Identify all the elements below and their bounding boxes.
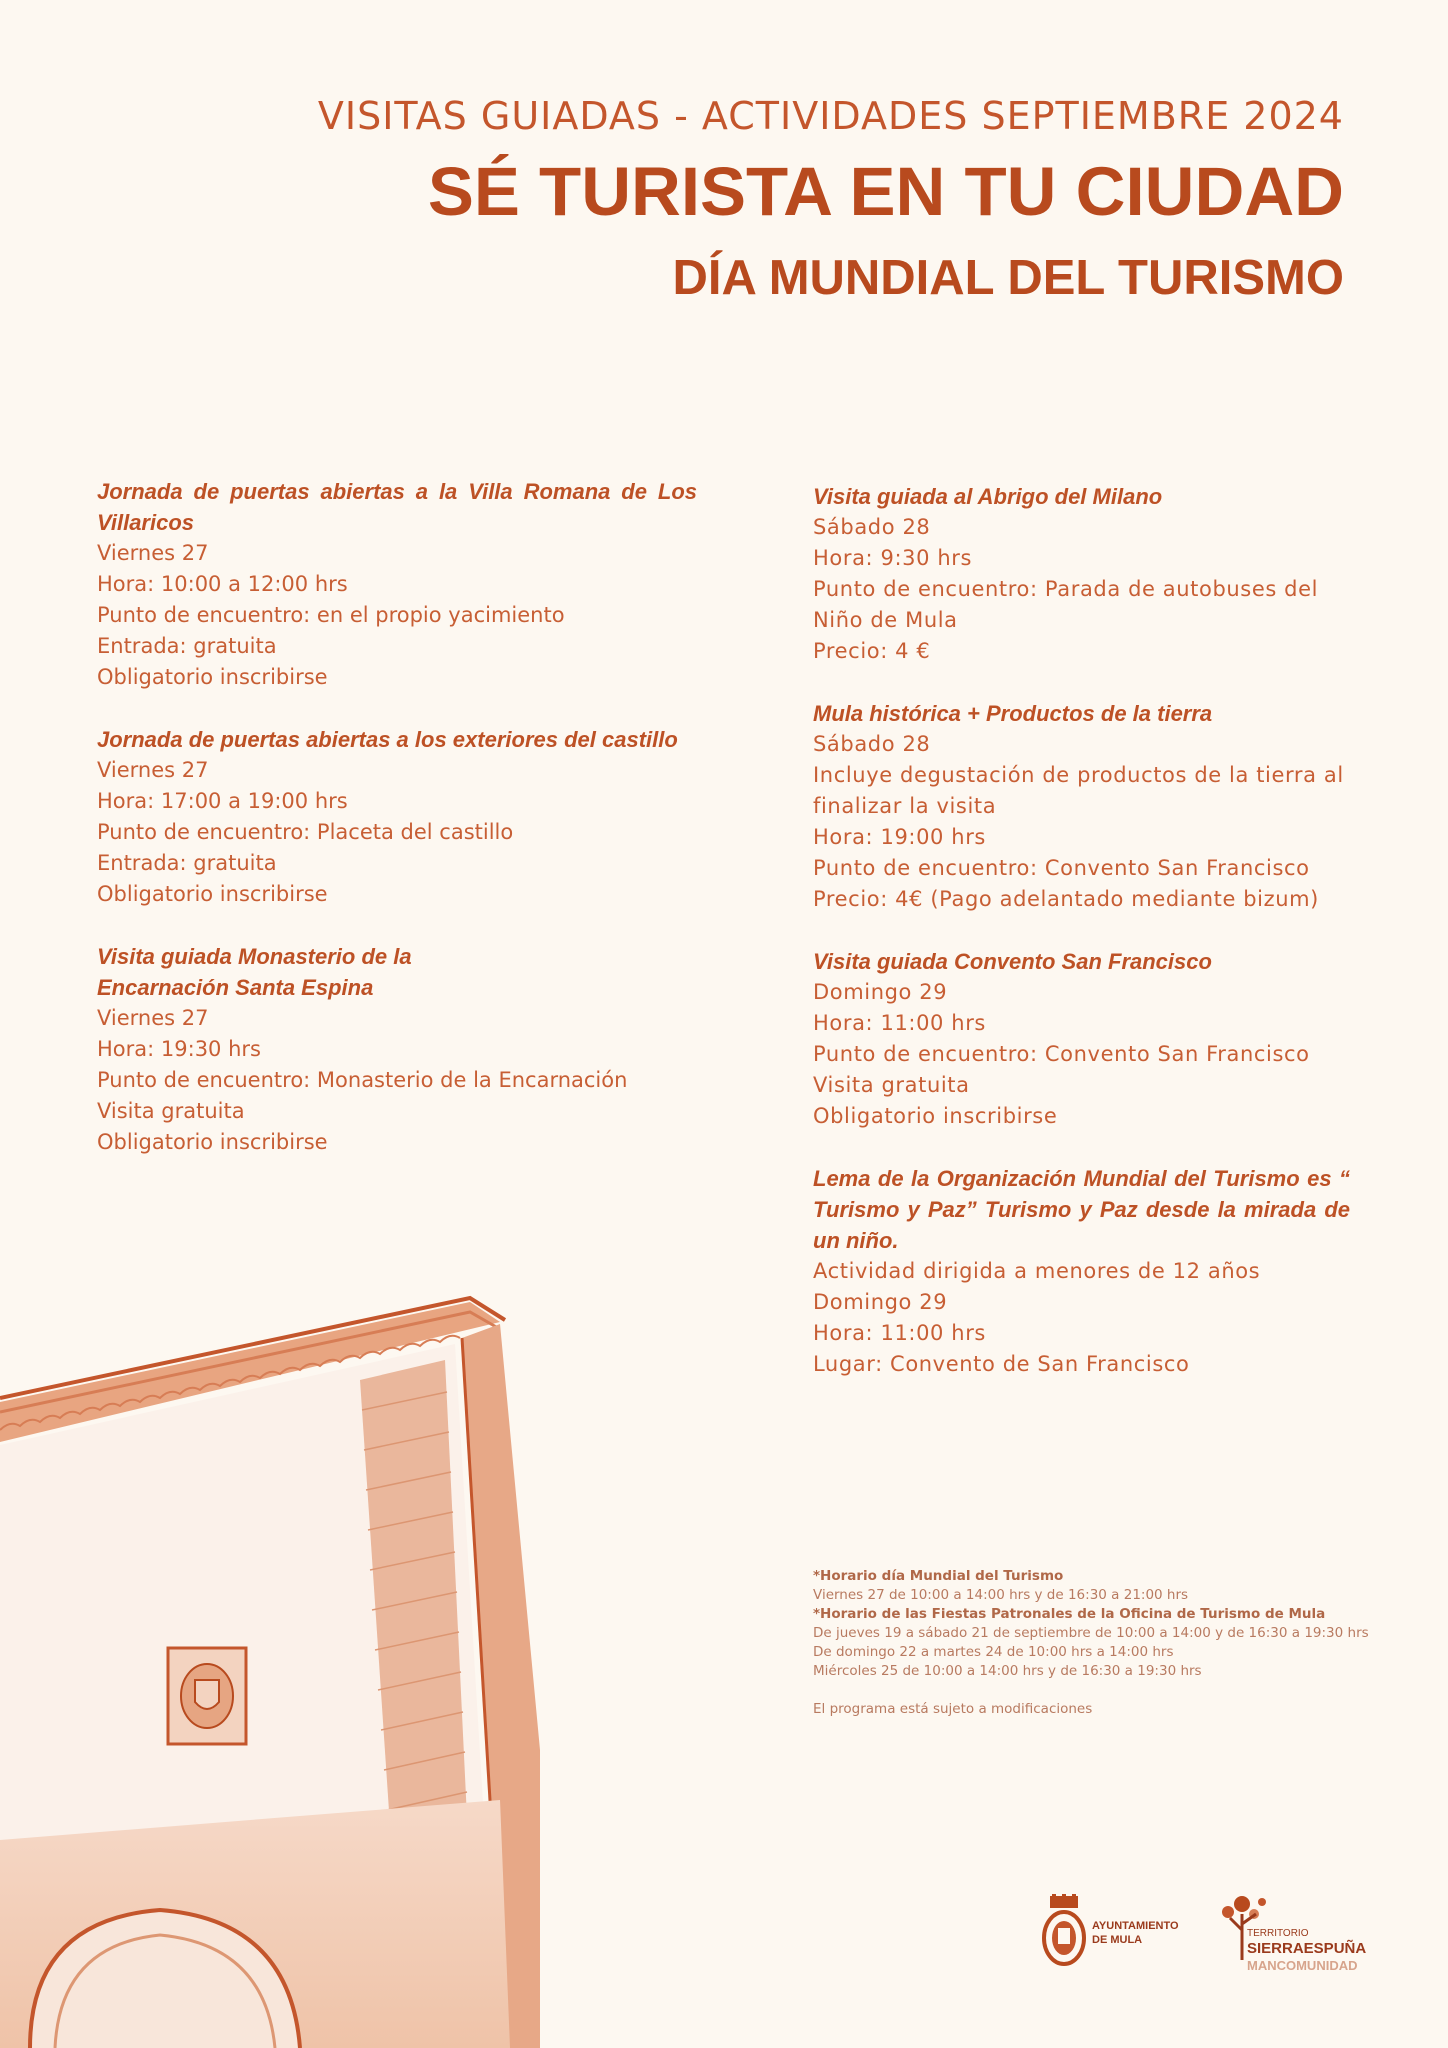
event-title: Mula histórica + Productos de la tierra bbox=[813, 701, 1213, 726]
event-meeting-point: Punto de encuentro: Convento San Francisco bbox=[813, 856, 1310, 880]
event-registration: Obligatorio inscribirse bbox=[97, 882, 328, 906]
event-entry: Visita gratuita bbox=[97, 1099, 245, 1123]
mula-logo-line1: AYUNTAMIENTO bbox=[1092, 1920, 1179, 1932]
sierra-logo-line2: SIERRAESPUÑA bbox=[1247, 1940, 1367, 1957]
notes-line: Viernes 27 de 10:00 a 14:00 hrs y de 16:30 a 21:00 hrs bbox=[813, 1587, 1189, 1603]
event-villa-romana bbox=[97, 476, 697, 693]
event-castillo bbox=[97, 724, 697, 910]
main-title: SÉ TURISTA EN TU CIUDAD bbox=[427, 153, 1344, 230]
event-meeting-point: Punto de encuentro: Placeta del castillo bbox=[97, 820, 514, 844]
event-entry: Entrada: gratuita bbox=[97, 851, 277, 875]
events-right-column bbox=[813, 481, 1350, 1411]
sierra-logo-line3: MANCOMUNIDAD bbox=[1247, 1958, 1358, 1973]
building-illustration bbox=[0, 1280, 540, 2048]
event-location: Lugar: Convento de San Francisco bbox=[813, 1352, 1190, 1376]
event-registration: Obligatorio inscribirse bbox=[813, 1104, 1058, 1128]
event-time: Hora: 11:00 hrs bbox=[813, 1011, 986, 1035]
event-day: Domingo 29 bbox=[813, 1290, 948, 1314]
notes-heading: *Horario de las Fiestas Patronales de la Oficina de Turismo de Mula bbox=[813, 1606, 1326, 1622]
event-title: Jornada de puertas abiertas a los exteriores del castillo bbox=[97, 727, 678, 752]
event-title: Visita guiada al Abrigo del Milano bbox=[813, 484, 1163, 509]
event-time: Hora: 19:00 hrs bbox=[813, 825, 986, 849]
event-turismo-y-paz bbox=[813, 1163, 1350, 1380]
sponsor-logos bbox=[1036, 1890, 1376, 2010]
secondary-title: DÍA MUNDIAL DEL TURISMO bbox=[672, 251, 1344, 305]
event-subtitle: VISITAS GUIADAS - ACTIVIDADES SEPTIEMBRE 2024 bbox=[317, 94, 1344, 138]
event-entry: Visita gratuita bbox=[813, 1073, 970, 1097]
event-day: Viernes 27 bbox=[97, 541, 209, 565]
sierra-espuna-logo bbox=[1218, 1894, 1378, 1974]
event-entry: Entrada: gratuita bbox=[97, 634, 277, 658]
event-meeting-point: Punto de encuentro: Parada de autobuses del Niño de Mula bbox=[813, 577, 1319, 632]
schedule-notes bbox=[813, 1567, 1413, 1719]
event-price: Precio: 4 € bbox=[813, 639, 931, 663]
sierra-logo-line1: TERRITORIO bbox=[1247, 1928, 1309, 1939]
event-price: Precio: 4€ (Pago adelantado mediante bizum) bbox=[813, 887, 1319, 911]
event-day: Viernes 27 bbox=[97, 1006, 209, 1030]
event-title: Jornada de puertas abiertas a la Villa Romana de Los Villaricos bbox=[97, 479, 697, 535]
events-left-column bbox=[97, 476, 697, 1189]
event-time: Hora: 17:00 a 19:00 hrs bbox=[97, 789, 348, 813]
event-registration: Obligatorio inscribirse bbox=[97, 1130, 328, 1154]
event-description: Incluye degustación de productos de la tierra al finalizar la visita bbox=[813, 763, 1344, 818]
header bbox=[318, 92, 1344, 308]
coat-of-arms-icon bbox=[1040, 1894, 1088, 1970]
event-meeting-point: Punto de encuentro: en el propio yacimiento bbox=[97, 603, 565, 627]
event-meeting-point: Punto de encuentro: Convento San Francisco bbox=[813, 1042, 1310, 1066]
event-convento bbox=[813, 946, 1350, 1132]
notes-line: De jueves 19 a sábado 21 de septiembre de 10:00 a 14:00 y de 16:30 a 19:30 hrs bbox=[813, 1625, 1369, 1641]
event-day: Sábado 28 bbox=[813, 515, 931, 539]
event-registration: Obligatorio inscribirse bbox=[97, 665, 328, 689]
event-time: Hora: 11:00 hrs bbox=[813, 1321, 986, 1345]
notes-line: Miércoles 25 de 10:00 a 14:00 hrs y de 16:30 a 19:30 hrs bbox=[813, 1663, 1202, 1679]
event-title: Visita guiada Convento San Francisco bbox=[813, 949, 1212, 974]
event-day: Sábado 28 bbox=[813, 732, 931, 756]
notes-line: De domingo 22 a martes 24 de 10:00 hrs a 14:00 hrs bbox=[813, 1644, 1174, 1660]
notes-heading: *Horario día Mundial del Turismo bbox=[813, 1568, 1064, 1584]
event-time: Hora: 10:00 a 12:00 hrs bbox=[97, 572, 348, 596]
event-meeting-point: Punto de encuentro: Monasterio de la Encarnación bbox=[97, 1068, 628, 1092]
disclaimer: El programa está sujeto a modificaciones bbox=[813, 1701, 1093, 1717]
event-time: Hora: 9:30 hrs bbox=[813, 546, 973, 570]
mula-logo-line2: DE MULA bbox=[1092, 1934, 1143, 1946]
event-day: Viernes 27 bbox=[97, 758, 209, 782]
event-mula-historica bbox=[813, 698, 1350, 915]
event-title: Lema de la Organización Mundial del Turismo es “ Turismo y Paz” Turismo y Paz desde la mirada de un niño. bbox=[813, 1166, 1350, 1253]
event-title: Visita guiada Monasterio de la Encarnación Santa Espina bbox=[97, 944, 412, 1000]
event-day: Domingo 29 bbox=[813, 980, 948, 1004]
ayuntamiento-mula-logo bbox=[1040, 1894, 1190, 1974]
event-abrigo-milano bbox=[813, 481, 1350, 667]
event-time: Hora: 19:30 hrs bbox=[97, 1037, 261, 1061]
event-monasterio bbox=[97, 941, 697, 1158]
event-audience: Actividad dirigida a menores de 12 años bbox=[813, 1259, 1261, 1283]
